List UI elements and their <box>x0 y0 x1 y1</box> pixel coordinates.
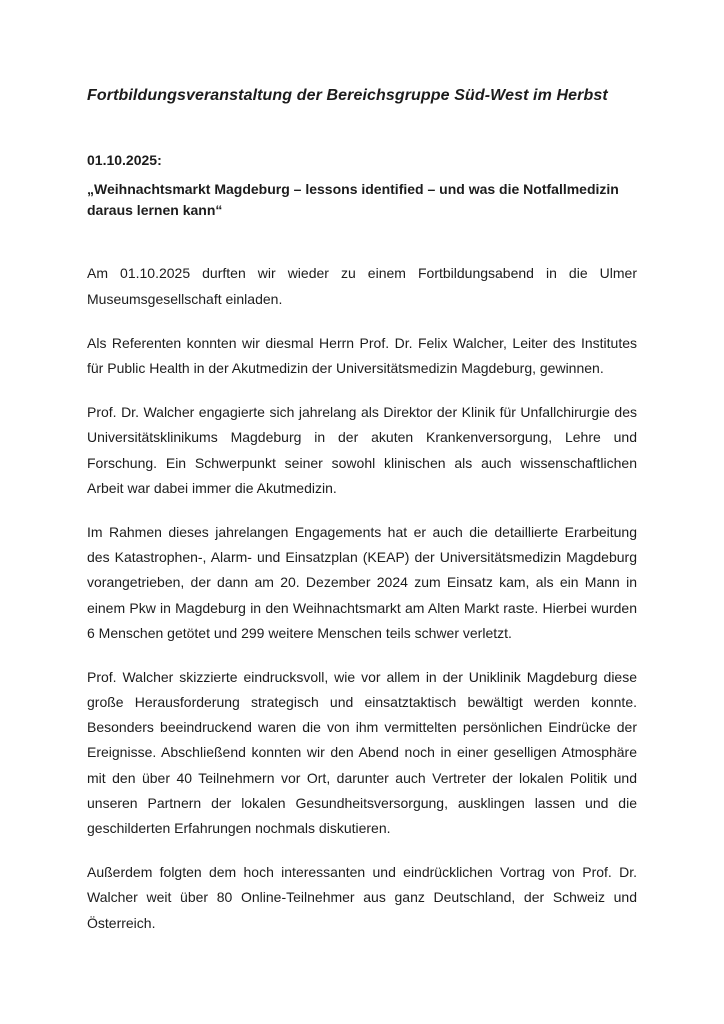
lecture-title-subtitle: „Weihnachtsmarkt Magdeburg – lessons identified – und was die Notfallmedizin daraus lernen kann“ <box>87 181 619 219</box>
body-paragraph: Am 01.10.2025 durften wir wieder zu einem Fortbildungsabend in die Ulmer Museumsgesellschaft einladen. <box>87 265 637 307</box>
event-date-heading: 01.10.2025: <box>87 152 162 169</box>
document-content <box>87 86 637 936</box>
document-title: Fortbildungsveranstaltung der Bereichsgruppe Süd-West im Herbst <box>87 87 608 104</box>
body-paragraph: Prof. Walcher skizzierte eindrucksvoll, wie vor allem in der Uniklinik Magdeburg diese große Herausforderung strategisch und einsatztaktisch bewältigt werden konnte. Besonders beeindruckend waren die von ihm vermittelten persönlichen Eindrücke der Ereignisse. Abschließend konnten wir den Abend noch in einer geselligen Atmosphäre mit den über 40 Teilnehmern vor Ort, darunter auch Vertreter der lokalen Politik und unseren Partnern der lokalen Gesundheitsversorgung, ausklingen lassen und die geschilderten Erfahrungen nochmals diskutieren. <box>87 668 637 837</box>
body-paragraph: Außerdem folgten dem hoch interessanten und eindrücklichen Vortrag von Prof. Dr. Walcher weit über 80 Online-Teilnehmer aus ganz Deutschland, der Schweiz und Österreich. <box>87 864 637 931</box>
body-paragraph: Prof. Dr. Walcher engagierte sich jahrelang als Direktor der Klinik für Unfallchirurgie des Universitätsklinikums Magdeburg in der akuten Krankenversorgung, Lehre und Forschung. Ein Schwerpunkt seiner sowohl klinischen als auch wissenschaftlichen Arbeit war dabei immer die Akutmedizin. <box>87 404 637 496</box>
body-paragraph: Als Referenten konnten wir diesmal Herrn Prof. Dr. Felix Walcher, Leiter des Institutes für Public Health in der Akutmedizin der Universitätsmedizin Magdeburg, gewinnen. <box>87 334 637 377</box>
body-paragraph: Im Rahmen dieses jahrelangen Engagements hat er auch die detaillierte Erarbeitung des Katastrophen-, Alarm- und Einsatzplan (KEAP) der Universitätsmedizin Magdeburg vorangetrieben, der dann am 20. Dezember 2024 zum Einsatz kam, als ein Mann in einem Pkw in Magdeburg in den Weihnachtsmarkt am Alten Markt raste. Hierbei wurden 6 Menschen getötet und 299 weitere Menschen teils schwer verletzt. <box>87 523 637 641</box>
